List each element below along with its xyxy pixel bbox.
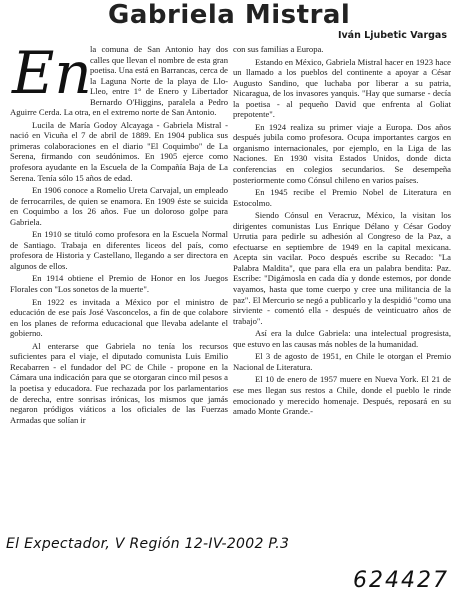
paragraph: El 3 de agosto de 1951, en Chile le otorgan el Premio Nacional de Literatura.: [233, 351, 451, 372]
handwritten-archive-number: 624427: [353, 568, 449, 593]
paragraph: la comuna de San Antonio hay dos calles que llevan el nombre de esta gran poetisa. Una está en Barrancas, cerca de la Laguna Norte de la playa de Llo-Lleo, entre 1° de Enero y Libertador Bernardo O'Higgins, paralela a Pedro Aguirre Cerda. La otra, en el extremo norte de San Antonio.: [10, 44, 228, 118]
paragraph: con sus familias a Europa.: [233, 44, 324, 54]
paragraph: En 1906 conoce a Romelio Ureta Carvajal, un empleado de ferrocarriles, de quien se enamora. En 1909 éste se suicida en Coquimbo a los 26 años. Fue un doloroso golpe para Gabriela.: [10, 185, 228, 227]
paragraph: Siendo Cónsul en Veracruz, México, la visitan los dirigentes comunistas Lus Enrique Délano y César Godoy Urrutia para pedirle su adhesión al Congreso de la Paz, a efectuarse en septiembre de 1949 en la capital mexicana. Acepta sin vacilar. Poco después escribe su Recado: "La Palabra Maldita", que para ella era un palabra bendita: Paz. Escribe: "Digámosla en cada día y donde estemos, por donde vayamos, hasta que tome cuerpo y cree una militancia de la paz". El Mercurio se negó a publicarlo y la despidió "como una sirviente - comentó ella - después de veinticuatro años de trabajo".: [233, 210, 451, 326]
paragraph: Así era la dulce Gabriela: una intelectual progresista, que estuvo en las causas más nobles de la humanidad.: [233, 328, 451, 349]
drop-cap: En: [12, 39, 92, 107]
article-title: Gabriela Mistral: [108, 0, 351, 30]
paragraph: Lucila de María Godoy Alcayaga - Gabriela Mistral - nació en Vicuña el 7 de abril de 1889. En 1904 publica sus primeras colaboraciones en el diario "El Coquimbo" de La Serena, firmando con seudónimos. En 1905 ejerce como profesora ayudante en la Escuela de la Compañía Baja de La Serena. Tenía sólo 15 años de edad.: [10, 119, 228, 183]
paragraph: En 1945 recibe el Premio Nobel de Literatura en Estocolmo.: [233, 187, 451, 208]
handwritten-source-note: El Expectador, V Región 12-IV-2002 P.3: [6, 536, 290, 552]
paragraph: Estando en México, Gabriela Mistral hacer en 1923 hace un llamado a los pueblos del continente a apoyar a César Augusto Sandino, que luchaba por liberar a su patria, Nicaragua, de los invasores yanquis. "Hay que sumarse - decía la poetisa - al pequeño David que enfrenta al Goliat prepotente".: [233, 56, 451, 120]
paragraph: En 1924 realiza su primer viaje a Europa. Dos años después jubila como profesora. Ocupa importantes cargos en organismo internacionales, por ejemplo, en la Liga de las Naciones. En 1930 visita Estados Unidos, donde dicta conferencias en colegios secundarios. Se desempeña posteriormente como Cónsul chileno en varios países.: [233, 121, 451, 185]
paragraph: El 10 de enero de 1957 muere en Nueva York. El 21 de ese mes llegan sus restos a Chile, donde el pueblo le rinde emocionado y merecido homenaje. Después, reposará en su amado Monte Grande.-: [233, 374, 451, 417]
left-column: [10, 39, 228, 427]
paragraph: En 1910 se tituló como profesora en la Escuela Normal de Santiago. Trabaja en diferentes liceos del país, como profesora de Historia y Castellano, llegando a ser directora en algunos de ellos.: [10, 229, 228, 271]
right-column: [233, 44, 451, 419]
paragraph: En 1922 es invitada a México por el ministro de educación de ese país José Vasconcelos, a fin de que colabore en los planes de reforma educacional que llevaba adelante el gobierno.: [10, 296, 228, 339]
paragraph: Al enterarse que Gabriela no tenía los recursos suficientes para el viaje, el diputado comunista Luis Emilio Recabarren - el fundador del PC de Chile - propone en la Cámara una indicación para que se otorgaran cinco mil pesos a la poetisa y educadora. Fue rechazada por los parlamentarios de derecha, entre sonrisas irónicas, los mismos que jamás negaron pródigos viáticos a los oficiales de las Fuerzas Armadas que solían ir: [10, 340, 228, 425]
paragraph: En 1914 obtiene el Premio de Honor en los Juegos Florales con "Los sonetos de la muerte".: [10, 273, 228, 295]
author-byline: Iván Ljubetic Vargas: [337, 30, 447, 41]
